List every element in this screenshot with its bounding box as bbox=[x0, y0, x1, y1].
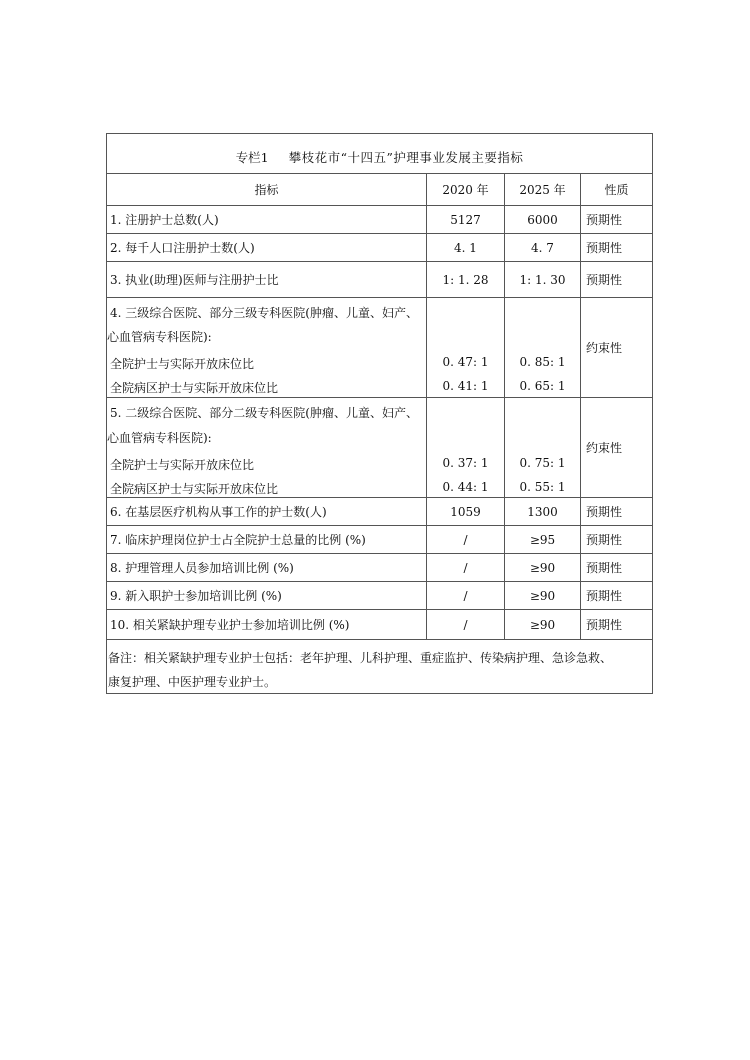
table-note bbox=[107, 640, 652, 694]
row-indicator: 7. 临床护理岗位护士占全院护士总量的比例 (%) bbox=[107, 526, 427, 553]
group-sub2-2020: 0. 44: 1 bbox=[442, 480, 489, 494]
group-title-line2: 心血管病专科医院): bbox=[107, 431, 212, 445]
group-values-2025 bbox=[505, 398, 581, 497]
group-title-line1: 5. 二级综合医院、部分二级专科医院(肿瘤、儿童、妇产、 bbox=[110, 406, 418, 420]
row-indicator: 8. 护理管理人员参加培训比例 (%) bbox=[107, 554, 427, 581]
header-row bbox=[107, 173, 652, 206]
row-indicator: 9. 新入职护士参加培训比例 (%) bbox=[107, 582, 427, 609]
note-line1: 备注：相关紧缺护理专业护士包括：老年护理、儿科护理、重症监护、传染病护理、急诊急救、 bbox=[108, 651, 613, 665]
group-values-2020 bbox=[427, 398, 505, 497]
row-nature: 预期性 bbox=[586, 505, 623, 519]
group-values-2025 bbox=[505, 298, 581, 397]
row-value-2025: ≥90 bbox=[505, 610, 581, 639]
group-sub2-2025: 0. 65: 1 bbox=[519, 379, 566, 393]
row-value-2020: 5127 bbox=[427, 206, 505, 233]
row-nature: 预期性 bbox=[586, 273, 623, 287]
group-sub1-2020: 0. 47: 1 bbox=[442, 355, 489, 369]
row-indicator: 1. 注册护士总数(人) bbox=[107, 206, 427, 233]
indicator-table bbox=[106, 133, 653, 694]
table-row-group-5 bbox=[107, 398, 652, 498]
table-row bbox=[107, 262, 652, 298]
row-value-2020: 1059 bbox=[427, 498, 505, 525]
group-sub2-2020: 0. 41: 1 bbox=[442, 379, 489, 393]
table-row-group-4 bbox=[107, 298, 652, 398]
row-value-2020: / bbox=[427, 526, 505, 553]
row-value-2025: 6000 bbox=[505, 206, 581, 233]
header-2025: 2025 年 bbox=[505, 173, 581, 205]
header-nature: 性质 bbox=[604, 182, 629, 197]
group-sub1-2025: 0. 85: 1 bbox=[519, 355, 566, 369]
row-indicator: 3. 执业(助理)医师与注册护士比 bbox=[107, 262, 427, 297]
group-sub1-2020: 0. 37: 1 bbox=[442, 456, 489, 470]
group-indicator bbox=[107, 298, 427, 397]
group-sub2-label: 全院病区护士与实际开放床位比 bbox=[110, 482, 279, 496]
row-nature: 预期性 bbox=[586, 618, 623, 632]
note-line2: 康复护理、中医护理专业护士。 bbox=[108, 675, 277, 689]
row-value-2025: 1: 1. 30 bbox=[505, 262, 581, 297]
group-title-line2: 心血管病专科医院): bbox=[107, 330, 212, 344]
group-sub1-label: 全院护士与实际开放床位比 bbox=[110, 458, 255, 472]
group-sub2-2025: 0. 55: 1 bbox=[519, 480, 566, 494]
table-row bbox=[107, 554, 652, 582]
group-values-2020 bbox=[427, 298, 505, 397]
row-indicator: 2. 每千人口注册护士数(人) bbox=[107, 234, 427, 261]
header-2020: 2020 年 bbox=[427, 173, 505, 205]
row-value-2025: ≥90 bbox=[505, 554, 581, 581]
row-value-2020: / bbox=[427, 582, 505, 609]
row-nature: 预期性 bbox=[586, 241, 623, 255]
group-title-line1: 4. 三级综合医院、部分三级专科医院(肿瘤、儿童、妇产、 bbox=[110, 306, 418, 320]
row-value-2020: / bbox=[427, 610, 505, 639]
table-row bbox=[107, 610, 652, 640]
row-value-2025: ≥95 bbox=[505, 526, 581, 553]
row-value-2025: ≥90 bbox=[505, 582, 581, 609]
caption-title: 攀枝花市“十四五”护理事业发展主要指标 bbox=[288, 150, 524, 165]
row-value-2025: 1300 bbox=[505, 498, 581, 525]
row-value-2025: 4. 7 bbox=[505, 234, 581, 261]
group-sub1-label: 全院护士与实际开放床位比 bbox=[110, 357, 255, 371]
header-indicator: 指标 bbox=[107, 173, 427, 205]
group-sub2-label: 全院病区护士与实际开放床位比 bbox=[110, 381, 279, 395]
row-nature: 预期性 bbox=[586, 589, 623, 603]
row-value-2020: 4. 1 bbox=[427, 234, 505, 261]
group-sub1-2025: 0. 75: 1 bbox=[519, 456, 566, 470]
row-indicator: 10. 相关紧缺护理专业护士参加培训比例 (%) bbox=[107, 610, 427, 639]
group-nature: 约束性 bbox=[586, 341, 623, 355]
table-row bbox=[107, 582, 652, 610]
row-indicator: 6. 在基层医疗机构从事工作的护士数(人) bbox=[107, 498, 427, 525]
row-nature: 预期性 bbox=[586, 561, 623, 575]
table-row bbox=[107, 206, 652, 234]
table-row bbox=[107, 526, 652, 554]
group-indicator bbox=[107, 398, 427, 497]
row-nature: 预期性 bbox=[586, 533, 623, 547]
table-row bbox=[107, 234, 652, 262]
row-nature: 预期性 bbox=[586, 213, 623, 227]
caption-label: 专栏1 bbox=[235, 150, 269, 165]
row-value-2020: 1: 1. 28 bbox=[427, 262, 505, 297]
group-nature: 约束性 bbox=[586, 441, 623, 455]
row-value-2020: / bbox=[427, 554, 505, 581]
table-row bbox=[107, 498, 652, 526]
table-caption bbox=[107, 134, 652, 174]
